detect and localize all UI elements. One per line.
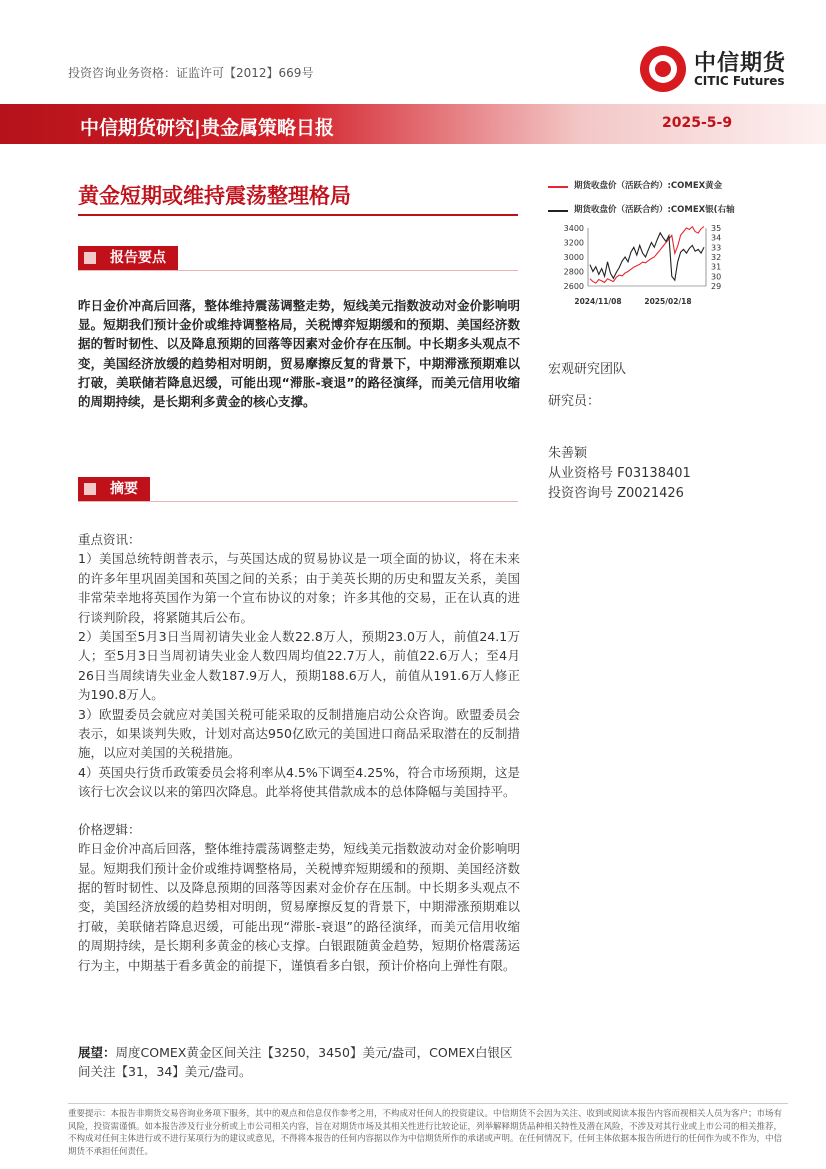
legend-gold-label: 期货收盘价（活跃合约）:COMEX黄金 <box>574 181 723 191</box>
report-date: 2025-5-9 <box>662 115 733 131</box>
news-item-4: 4）英国央行货币政策委员会将利率从4.5%下调至4.25%，符合市场预期，这是该行七次会议以来的第四次降息。此举将使其借款成本的总体降幅与美国持平。 <box>78 764 520 800</box>
left-tick-label: 3200 <box>563 238 584 248</box>
researcher-label: 研究员： <box>548 394 601 409</box>
news-item-2: 2）美国至5月3日当周初请失业金人数22.8万人，预期23.0万人，前值24.1万人；至5月3日当周初请失业金人数四周均值22.7万人，前值22.6万人；至4月26日当周续请失业金人数187.9万人，预期188.6万人，前值从191.6万人修正为190.8万人。 <box>78 629 520 703</box>
key-points-divider <box>78 270 518 271</box>
news-item-1: 1）美国总统特朗普表示，与英国达成的贸易协议是一项全面的协议，将在未来的许多年里巩固美国和英国之间的关系；由于美英长期的历史和盟友关系，美国非常荣幸地将英国作为第一个宣布协议的对象；许多其他的交易，正在认真的进行谈判阶段，将紧随其后公布。 <box>78 551 520 625</box>
right-tick-label: 30 <box>711 272 722 282</box>
news-item-3: 3）欧盟委员会就应对美国关税可能采取的反制措施启动公众咨询。欧盟委员会表示，如果谈判失败，计划对高达950亿欧元的美国进口商品采取潜在的反制措施，以应对美国的关税措施。 <box>78 706 520 761</box>
silver-series-line <box>590 233 704 280</box>
left-tick-label: 2800 <box>563 267 584 277</box>
legend-silver-swatch <box>548 210 568 212</box>
company-logo <box>640 44 806 96</box>
right-tick-label: 33 <box>711 243 722 253</box>
left-tick-label: 2600 <box>563 282 584 291</box>
x-tick-label: 2024/11/08 <box>574 297 622 306</box>
legend-silver-label: 期货收盘价（活跃合约）:COMEX银(右轴 <box>574 205 735 215</box>
summary-body <box>78 530 520 975</box>
right-tick-label: 29 <box>711 282 722 291</box>
outlook-text: 周度COMEX黄金区间关注【3250，3450】美元/盎司，COMEX白银区间关注【31，34】美元/盎司。 <box>78 1045 513 1080</box>
disclaimer-text: 重要提示：本报告非期货交易咨询业务项下服务，其中的观点和信息仅作参考之用，不构成对任何人的投资建议。中信期货不会因为关注、收到或阅读本报告内容而视相关人员为客户；市场有风险，投资需谨慎。如本报告涉及行业分析或上市公司相关内容，旨在对期货市场及其相关性进行比较论证，列举解释期货品种相关特性及潜在风险，不涉及对其行业或上市公司的相关推荐，不构成对任何主体进行或不进行某项行为的建议或意见，不得将本报告的任何内容据以作为中信期货所作的承诺或声明。在任何情况下，任何主体依据本报告所进行的任何作为或不作为，中信期货不承担任何责任。 <box>68 1109 783 1157</box>
x-tick-label: 2025/02/18 <box>644 297 692 306</box>
right-tick-label: 31 <box>711 262 722 272</box>
summary-tab: 摘要 <box>78 477 150 501</box>
right-tick-label: 34 <box>711 233 722 243</box>
legend-gold <box>548 180 735 204</box>
team-name: 宏观研究团队 <box>548 362 627 377</box>
key-points-tab: 报告要点 <box>78 246 178 270</box>
researcher-name: 朱善颖 <box>548 446 588 461</box>
outlook <box>78 1043 520 1082</box>
report-headline: 黄金短期或维持震荡整理格局 <box>78 184 351 208</box>
summary-divider <box>78 501 518 502</box>
right-tick-label: 35 <box>711 224 722 233</box>
left-tick-label: 3000 <box>563 253 584 262</box>
logic-text: 昨日金价冲高后回落，整体维持震荡调整走势，短线美元指数波动对金价影响明显。短期我们预计金价或维持调整格局，关税博弈短期缓和的预期、美国经济数据的暂时韧性、以及降息预期的回落等因素对金价存在压制。中长期多头观点不变，美国经济放缓的趋势相对明朗，贸易摩擦反复的背景下，中期滞涨预期难以打破，美联储若降息迟缓，可能出现“滞胀-衰退”的路径演绎，而美元信用收缩的周期持续，是长期利多黄金的核心支撑。白银跟随黄金趋势，短期价格震荡运行为主，中期基于看多黄金的前提下，谨慎看多白银，预计价格向上弹性有限。 <box>78 841 520 973</box>
key-points-text: 昨日金价冲高后回落，整体维持震荡调整走势，短线美元指数波动对金价影响明显。短期我们预计金价或维持调整格局，关税博弈短期缓和的预期、美国经济数据的暂时韧性、以及降息预期的回落等因素对金价存在压制。中长期多头观点不变，美国经济放缓的趋势相对明朗，贸易摩擦反复的背景下，中期滞涨预期难以打破，美联储若降息迟缓，可能出现“滞胀-衰退”的路径演绎，而美元信用收缩的周期持续，是长期利多黄金的核心支撑。 <box>78 298 520 410</box>
citic-logo-icon <box>640 46 686 92</box>
researcher-advisory: 投资咨询号 Z0021426 <box>548 486 684 501</box>
news-heading: 重点资讯： <box>78 532 141 547</box>
team-info <box>548 360 691 504</box>
logo-cn: 中信期货 <box>694 51 787 76</box>
gold-series-line <box>590 227 704 284</box>
footer-divider <box>68 1103 788 1104</box>
logo-en: CITIC Futures <box>694 74 785 88</box>
researcher-cert: 从业资格号 F03138401 <box>548 466 691 481</box>
banner-title: 中信期货研究|贵金属策略日报 <box>80 117 334 139</box>
legend-gold-swatch <box>548 186 568 188</box>
outlook-label: 展望： <box>78 1045 116 1060</box>
right-tick-label: 32 <box>711 253 722 262</box>
logic-heading: 价格逻辑： <box>78 821 141 837</box>
headline-divider <box>78 214 518 216</box>
left-tick-label: 3400 <box>563 224 584 233</box>
license-text: 投资咨询业务资格：证监许可【2012】669号 <box>68 66 314 80</box>
price-chart <box>548 220 780 314</box>
